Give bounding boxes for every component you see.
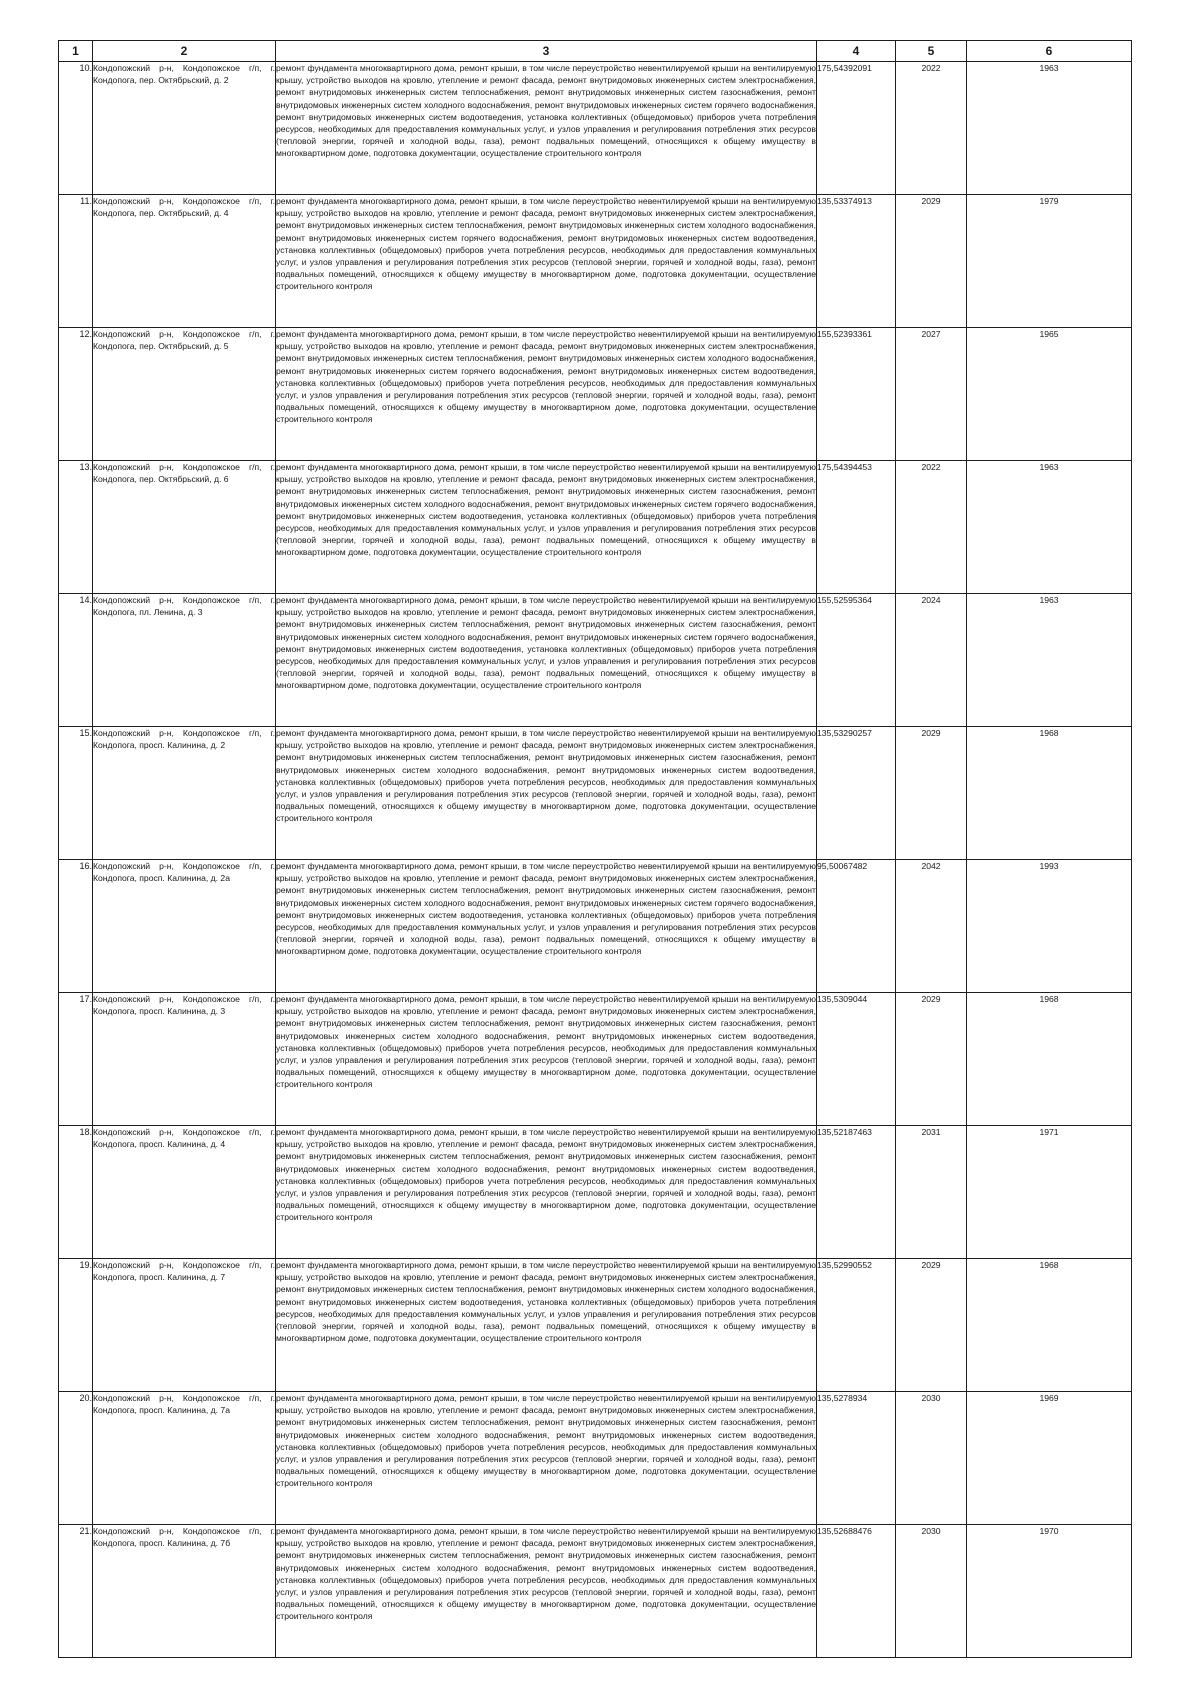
value-cell: 155,52393361 bbox=[817, 328, 896, 461]
header-col-4: 4 bbox=[817, 41, 896, 62]
works-cell: ремонт фундамента многоквартирного дома, ремонт крыши, в том числе переустройство невентилируемой крыши на вентилируемую крышу, устройство выходов на кровлю, утепление и ремонт фасада, ремонт внутридомовых инженерных систем электроснабжения, ремонт внутридомовых инженерных систем теплоснабжения, ремонт внутридомовых инженерных систем газоснабжения, ремонт внутридомовых инженерных систем холодного водоснабжения, ремонт внутридомовых инженерных систем горячего водоснабжения, ремонт внутридомовых инженерных систем водоотведения, установка коллективных (общедомовых) приборов учета потребления ресурсов, необходимых для предоставления коммунальных услуг, и узлов управления и регулирования потребления этих ресурсов (тепловой энергии, горячей и холодной воды, газа), ремонт подвальных помещений, относящихся к общему имуществу в многоквартирном доме, подготовка документации, осуществление строительного контроля bbox=[276, 461, 817, 594]
planned-year-cell: 2030 bbox=[896, 1392, 967, 1525]
address-cell: Кондопожский р-н, Кондопожское г/п, г. Кондопога, просп. Калинина, д. 7 bbox=[93, 1259, 276, 1392]
planned-year-cell: 2030 bbox=[896, 1525, 967, 1658]
works-cell: ремонт фундамента многоквартирного дома, ремонт крыши, в том числе переустройство невентилируемой крыши на вентилируемую крышу, устройство выходов на кровлю, утепление и ремонт фасада, ремонт внутридомовых инженерных систем электроснабжения, ремонт внутридомовых инженерных систем теплоснабжения, ремонт внутридомовых инженерных систем газоснабжения, ремонт внутридомовых инженерных систем холодного водоснабжения, ремонт внутридомовых инженерных систем водоотведения, установка коллективных (общедомовых) приборов учета потребления ресурсов, необходимых для предоставления коммунальных услуг, и узлов управления и регулирования потребления этих ресурсов (тепловой энергии, горячей и холодной воды, газа), ремонт подвальных помещений, относящихся к общему имуществу в многоквартирном доме, подготовка документации, осуществление строительного контроля bbox=[276, 1525, 817, 1658]
table-row bbox=[59, 860, 1132, 993]
address-cell: Кондопожский р-н, Кондопожское г/п, г. Кондопога, просп. Калинина, д. 7б bbox=[93, 1525, 276, 1658]
row-number: 18. bbox=[59, 1126, 93, 1259]
header-col-2: 2 bbox=[93, 41, 276, 62]
table-row bbox=[59, 1259, 1132, 1392]
table-row bbox=[59, 461, 1132, 594]
works-cell: ремонт фундамента многоквартирного дома, ремонт крыши, в том числе переустройство невентилируемой крыши на вентилируемую крышу, устройство выходов на кровлю, утепление и ремонт фасада, ремонт внутридомовых инженерных систем электроснабжения, ремонт внутридомовых инженерных систем теплоснабжения, ремонт внутридомовых инженерных систем газоснабжения, ремонт внутридомовых инженерных систем холодного водоснабжения, ремонт внутридомовых инженерных систем горячего водоснабжения, ремонт внутридомовых инженерных систем водоотведения, установка коллективных (общедомовых) приборов учета потребления ресурсов, необходимых для предоставления коммунальных услуг, и узлов управления и регулирования потребления этих ресурсов (тепловой энергии, горячей и холодной воды, газа), ремонт подвальных помещений, относящихся к общему имуществу в многоквартирном доме, подготовка документации, осуществление строительного контроля bbox=[276, 860, 817, 993]
built-year-cell: 1993 bbox=[967, 860, 1132, 993]
header-col-3: 3 bbox=[276, 41, 817, 62]
built-year-cell: 1969 bbox=[967, 1392, 1132, 1525]
row-number: 20. bbox=[59, 1392, 93, 1525]
table-row bbox=[59, 62, 1132, 195]
planned-year-cell: 2029 bbox=[896, 993, 967, 1126]
value-cell: 135,53374913 bbox=[817, 195, 896, 328]
header-col-5: 5 bbox=[896, 41, 967, 62]
value-cell: 135,5278934 bbox=[817, 1392, 896, 1525]
works-cell: ремонт фундамента многоквартирного дома, ремонт крыши, в том числе переустройство невентилируемой крыши на вентилируемую крышу, устройство выходов на кровлю, утепление и ремонт фасада, ремонт внутридомовых инженерных систем электроснабжения, ремонт внутридомовых инженерных систем теплоснабжения, ремонт внутридомовых инженерных систем газоснабжения, ремонт внутридомовых инженерных систем холодного водоснабжения, ремонт внутридомовых инженерных систем горячего водоснабжения, ремонт внутридомовых инженерных систем водоотведения, установка коллективных (общедомовых) приборов учета потребления ресурсов, необходимых для предоставления коммунальных услуг, и узлов управления и регулирования потребления этих ресурсов (тепловой энергии, горячей и холодной воды, газа), ремонт подвальных помещений, относящихся к общему имуществу в многоквартирном доме, подготовка документации, осуществление строительного контроля bbox=[276, 62, 817, 195]
table-row bbox=[59, 328, 1132, 461]
works-cell: ремонт фундамента многоквартирного дома, ремонт крыши, в том числе переустройство невентилируемой крыши на вентилируемую крышу, устройство выходов на кровлю, утепление и ремонт фасада, ремонт внутридомовых инженерных систем электроснабжения, ремонт внутридомовых инженерных систем теплоснабжения, ремонт внутридомовых инженерных систем холодного водоснабжения, ремонт внутридомовых инженерных систем горячего водоснабжения, ремонт внутридомовых инженерных систем водоотведения, установка коллективных (общедомовых) приборов учета потребления ресурсов, необходимых для предоставления коммунальных услуг, и узлов управления и регулирования потребления этих ресурсов (тепловой энергии, горячей и холодной воды, газа), ремонт подвальных помещений, относящихся к общему имуществу в многоквартирном доме, подготовка документации, осуществление строительного контроля bbox=[276, 328, 817, 461]
address-cell: Кондопожский р-н, Кондопожское г/п, г. Кондопога, пер. Октябрьский, д. 6 bbox=[93, 461, 276, 594]
works-cell: ремонт фундамента многоквартирного дома, ремонт крыши, в том числе переустройство невентилируемой крыши на вентилируемую крышу, устройство выходов на кровлю, утепление и ремонт фасада, ремонт внутридомовых инженерных систем электроснабжения, ремонт внутридомовых инженерных систем теплоснабжения, ремонт внутридомовых инженерных систем газоснабжения, ремонт внутридомовых инженерных систем холодного водоснабжения, ремонт внутридомовых инженерных систем водоотведения, установка коллективных (общедомовых) приборов учета потребления ресурсов, необходимых для предоставления коммунальных услуг, и узлов управления и регулирования потребления этих ресурсов (тепловой энергии, горячей и холодной воды, газа), ремонт подвальных помещений, относящихся к общему имуществу в многоквартирном доме, подготовка документации, осуществление строительного контроля bbox=[276, 993, 817, 1126]
value-cell: 135,53290257 bbox=[817, 727, 896, 860]
row-number: 21. bbox=[59, 1525, 93, 1658]
table-row bbox=[59, 1525, 1132, 1658]
works-cell: ремонт фундамента многоквартирного дома, ремонт крыши, в том числе переустройство невентилируемой крыши на вентилируемую крышу, устройство выходов на кровлю, утепление и ремонт фасада, ремонт внутридомовых инженерных систем электроснабжения, ремонт внутридомовых инженерных систем теплоснабжения, ремонт внутридомовых инженерных систем холодного водоснабжения, ремонт внутридомовых инженерных систем горячего водоснабжения, ремонт внутридомовых инженерных систем водоотведения, установка коллективных (общедомовых) приборов учета потребления ресурсов, необходимых для предоставления коммунальных услуг, и узлов управления и регулирования потребления этих ресурсов (тепловой энергии, горячей и холодной воды, газа), ремонт подвальных помещений, относящихся к общему имуществу в многоквартирном доме, подготовка документации, осуществление строительного контроля bbox=[276, 195, 817, 328]
table-row bbox=[59, 195, 1132, 328]
table-row bbox=[59, 594, 1132, 727]
value-cell: 175,54394453 bbox=[817, 461, 896, 594]
address-cell: Кондопожский р-н, Кондопожское г/п, г. Кондопога, пер. Октябрьский, д. 4 bbox=[93, 195, 276, 328]
row-number: 10. bbox=[59, 62, 93, 195]
row-number: 15. bbox=[59, 727, 93, 860]
planned-year-cell: 2029 bbox=[896, 727, 967, 860]
row-number: 12. bbox=[59, 328, 93, 461]
planned-year-cell: 2029 bbox=[896, 195, 967, 328]
built-year-cell: 1965 bbox=[967, 328, 1132, 461]
row-number: 11. bbox=[59, 195, 93, 328]
built-year-cell: 1968 bbox=[967, 1259, 1132, 1392]
value-cell: 135,5309044 bbox=[817, 993, 896, 1126]
address-cell: Кондопожский р-н, Кондопожское г/п, г. Кондопога, просп. Калинина, д. 2 bbox=[93, 727, 276, 860]
planned-year-cell: 2042 bbox=[896, 860, 967, 993]
built-year-cell: 1979 bbox=[967, 195, 1132, 328]
header-col-1: 1 bbox=[59, 41, 93, 62]
built-year-cell: 1968 bbox=[967, 993, 1132, 1126]
address-cell: Кондопожский р-н, Кондопожское г/п, г. Кондопога, пер. Октябрьский, д. 2 bbox=[93, 62, 276, 195]
address-cell: Кондопожский р-н, Кондопожское г/п, г. Кондопога, просп. Калинина, д. 3 bbox=[93, 993, 276, 1126]
works-cell: ремонт фундамента многоквартирного дома, ремонт крыши, в том числе переустройство невентилируемой крыши на вентилируемую крышу, устройство выходов на кровлю, утепление и ремонт фасада, ремонт внутридомовых инженерных систем электроснабжения, ремонт внутридомовых инженерных систем теплоснабжения, ремонт внутридомовых инженерных систем газоснабжения, ремонт внутридомовых инженерных систем холодного водоснабжения, ремонт внутридомовых инженерных систем водоотведения, установка коллективных (общедомовых) приборов учета потребления ресурсов, необходимых для предоставления коммунальных услуг, и узлов управления и регулирования потребления этих ресурсов (тепловой энергии, горячей и холодной воды, газа), ремонт подвальных помещений, относящихся к общему имуществу в многоквартирном доме, подготовка документации, осуществление строительного контроля bbox=[276, 1126, 817, 1259]
built-year-cell: 1963 bbox=[967, 594, 1132, 727]
row-number: 13. bbox=[59, 461, 93, 594]
address-cell: Кондопожский р-н, Кондопожское г/п, г. Кондопога, пер. Октябрьский, д. 5 bbox=[93, 328, 276, 461]
row-number: 17. bbox=[59, 993, 93, 1126]
repair-program-table bbox=[58, 40, 1132, 1658]
planned-year-cell: 2024 bbox=[896, 594, 967, 727]
works-cell: ремонт фундамента многоквартирного дома, ремонт крыши, в том числе переустройство невентилируемой крыши на вентилируемую крышу, устройство выходов на кровлю, утепление и ремонт фасада, ремонт внутридомовых инженерных систем электроснабжения, ремонт внутридомовых инженерных систем теплоснабжения, ремонт внутридомовых инженерных систем газоснабжения, ремонт внутридомовых инженерных систем холодного водоснабжения, ремонт внутридомовых инженерных систем водоотведения, установка коллективных (общедомовых) приборов учета потребления ресурсов, необходимых для предоставления коммунальных услуг, и узлов управления и регулирования потребления этих ресурсов (тепловой энергии, горячей и холодной воды, газа), ремонт подвальных помещений, относящихся к общему имуществу в многоквартирном доме, подготовка документации, осуществление строительного контроля bbox=[276, 1392, 817, 1525]
works-cell: ремонт фундамента многоквартирного дома, ремонт крыши, в том числе переустройство невентилируемой крыши на вентилируемую крышу, устройство выходов на кровлю, утепление и ремонт фасада, ремонт внутридомовых инженерных систем электроснабжения, ремонт внутридомовых инженерных систем теплоснабжения, ремонт внутридомовых инженерных систем газоснабжения, ремонт внутридомовых инженерных систем холодного водоснабжения, ремонт внутридомовых инженерных систем водоотведения, установка коллективных (общедомовых) приборов учета потребления ресурсов, необходимых для предоставления коммунальных услуг, и узлов управления и регулирования потребления этих ресурсов (тепловой энергии, горячей и холодной воды, газа), ремонт подвальных помещений, относящихся к общему имуществу в многоквартирном доме, подготовка документации, осуществление строительного контроля bbox=[276, 727, 817, 860]
table-row bbox=[59, 1126, 1132, 1259]
table-row bbox=[59, 727, 1132, 860]
address-cell: Кондопожский р-н, Кондопожское г/п, г. Кондопога, просп. Калинина, д. 4 bbox=[93, 1126, 276, 1259]
built-year-cell: 1963 bbox=[967, 461, 1132, 594]
row-number: 19. bbox=[59, 1259, 93, 1392]
value-cell: 95,50067482 bbox=[817, 860, 896, 993]
address-cell: Кондопожский р-н, Кондопожское г/п, г. Кондопога, пл. Ленина, д. 3 bbox=[93, 594, 276, 727]
address-cell: Кондопожский р-н, Кондопожское г/п, г. Кондопога, просп. Калинина, д. 7а bbox=[93, 1392, 276, 1525]
header-row bbox=[59, 41, 1132, 62]
works-cell: ремонт фундамента многоквартирного дома, ремонт крыши, в том числе переустройство невентилируемой крыши на вентилируемую крышу, устройство выходов на кровлю, утепление и ремонт фасада, ремонт внутридомовых инженерных систем электроснабжения, ремонт внутридомовых инженерных систем теплоснабжения, ремонт внутридомовых инженерных систем газоснабжения, ремонт внутридомовых инженерных систем холодного водоснабжения, ремонт внутридомовых инженерных систем горячего водоснабжения, ремонт внутридомовых инженерных систем водоотведения, установка коллективных (общедомовых) приборов учета потребления ресурсов, необходимых для предоставления коммунальных услуг, и узлов управления и регулирования потребления этих ресурсов (тепловой энергии, горячей и холодной воды, газа), ремонт подвальных помещений, относящихся к общему имуществу в многоквартирном доме, подготовка документации, осуществление строительного контроля bbox=[276, 594, 817, 727]
row-number: 14. bbox=[59, 594, 93, 727]
value-cell: 135,52688476 bbox=[817, 1525, 896, 1658]
value-cell: 135,52990552 bbox=[817, 1259, 896, 1392]
built-year-cell: 1963 bbox=[967, 62, 1132, 195]
built-year-cell: 1971 bbox=[967, 1126, 1132, 1259]
built-year-cell: 1970 bbox=[967, 1525, 1132, 1658]
value-cell: 175,54392091 bbox=[817, 62, 896, 195]
row-number: 16. bbox=[59, 860, 93, 993]
table-row bbox=[59, 993, 1132, 1126]
planned-year-cell: 2022 bbox=[896, 461, 967, 594]
table-row bbox=[59, 1392, 1132, 1525]
built-year-cell: 1968 bbox=[967, 727, 1132, 860]
table-header bbox=[59, 41, 1132, 62]
planned-year-cell: 2027 bbox=[896, 328, 967, 461]
header-col-6: 6 bbox=[967, 41, 1132, 62]
value-cell: 155,52595364 bbox=[817, 594, 896, 727]
planned-year-cell: 2022 bbox=[896, 62, 967, 195]
planned-year-cell: 2031 bbox=[896, 1126, 967, 1259]
planned-year-cell: 2029 bbox=[896, 1259, 967, 1392]
table-body bbox=[59, 62, 1132, 1658]
works-cell: ремонт фундамента многоквартирного дома, ремонт крыши, в том числе переустройство невентилируемой крыши на вентилируемую крышу, устройство выходов на кровлю, утепление и ремонт фасада, ремонт внутридомовых инженерных систем электроснабжения, ремонт внутридомовых инженерных систем теплоснабжения, ремонт внутридомовых инженерных систем холодного водоснабжения, ремонт внутридомовых инженерных систем водоотведения, установка коллективных (общедомовых) приборов учета потребления ресурсов, необходимых для предоставления коммунальных услуг, и узлов управления и регулирования потребления этих ресурсов (тепловой энергии, горячей и холодной воды, газа), ремонт подвальных помещений, относящихся к общему имуществу в многоквартирном доме, подготовка документации, осуществление строительного контроля bbox=[276, 1259, 817, 1392]
value-cell: 135,52187463 bbox=[817, 1126, 896, 1259]
address-cell: Кондопожский р-н, Кондопожское г/п, г. Кондопога, просп. Калинина, д. 2а bbox=[93, 860, 276, 993]
